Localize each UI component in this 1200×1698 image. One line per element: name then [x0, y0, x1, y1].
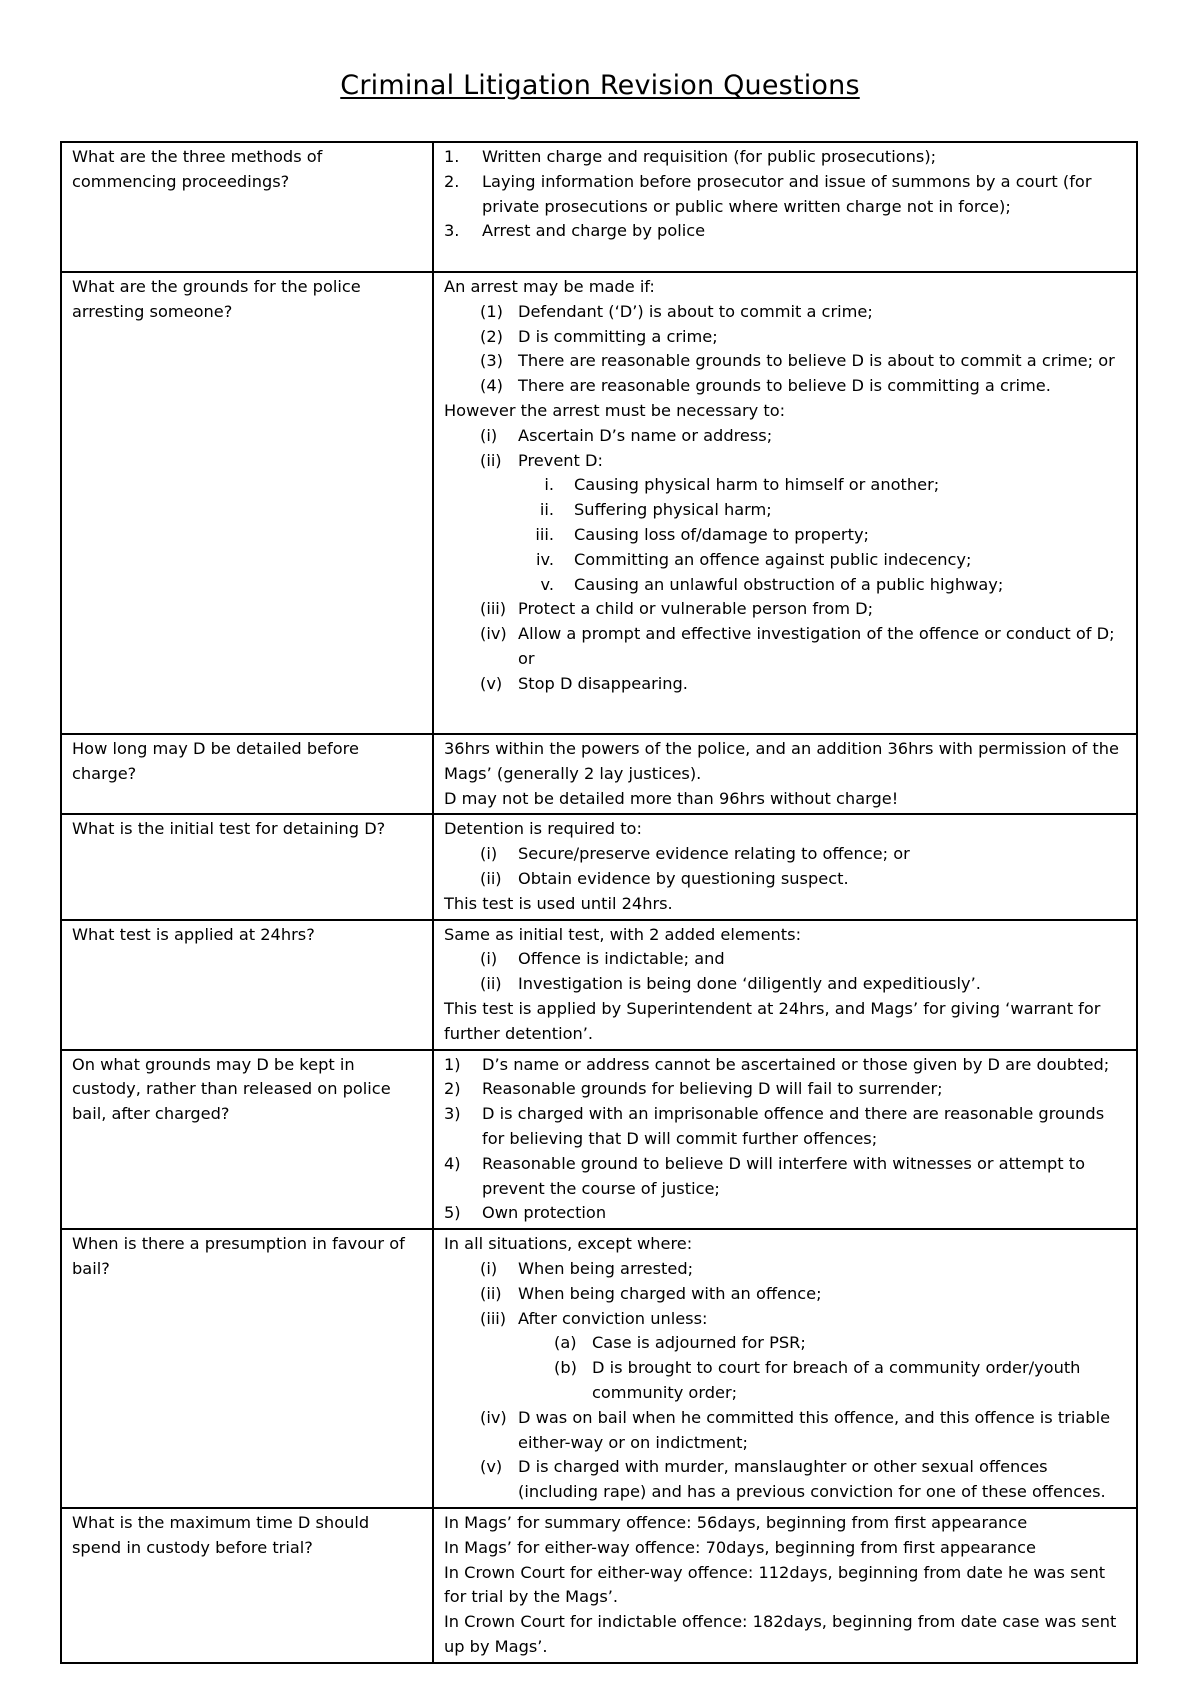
list-marker: (4) — [480, 376, 503, 396]
list-item — [444, 597, 1126, 622]
list-marker: ii. — [539, 500, 554, 520]
list-text: D is charged with murder, manslaughter or other sexual offences (including rape) and has a previous conviction for one of these offences. — [518, 1457, 1106, 1502]
answer-cell — [433, 1050, 1137, 1230]
list-text: Arrest and charge by police — [482, 221, 706, 241]
list-text: Written charge and requisition (for public prosecutions); — [482, 147, 937, 166]
table-row — [61, 142, 1137, 272]
list-marker: (ii) — [480, 1283, 502, 1303]
list-text: D is brought to court for breach of a community order/youth community order; — [592, 1358, 1081, 1402]
list-marker: 5) — [444, 1203, 461, 1223]
list-marker: (i) — [480, 425, 498, 445]
list-text: When being arrested; — [518, 1258, 694, 1278]
list-marker: iv. — [536, 549, 554, 569]
answer-intro: Same as initial test, with 2 added elements: — [444, 924, 802, 944]
list-marker: (iv) — [480, 1407, 507, 1427]
list-marker: iii. — [535, 524, 554, 544]
question-cell: What are the three methods of commencing proceedings? — [61, 142, 433, 272]
question-cell: What is the maximum time D should spend in custody before trial? — [61, 1508, 433, 1663]
table-row — [61, 814, 1137, 919]
list-text: Stop D disappearing. — [518, 673, 688, 693]
list-text: D was on bail when he committed this offence, and this offence is triable either-way or on indictment; — [518, 1407, 1111, 1452]
table-row — [61, 1050, 1137, 1230]
page-title: Criminal Litigation Revision Questions — [340, 70, 860, 101]
answer-cell — [433, 272, 1137, 734]
question-cell: What is the initial test for detaining D? — [61, 814, 433, 919]
list-marker: (i) — [480, 949, 498, 969]
list-marker: (iv) — [480, 624, 507, 644]
answer-cell — [433, 1508, 1137, 1663]
answer-text: In Crown Court for indictable offence: 182days, beginning from date case was sent up by Mags’. — [444, 1612, 1117, 1656]
answer-cell — [433, 814, 1137, 919]
list-item — [444, 573, 1126, 598]
list-text: After conviction unless: — [518, 1308, 708, 1328]
list-item — [444, 672, 1126, 697]
answer-text: In Crown Court for either-way offence: 112days, beginning from date he was sent for trial by the Mags’. — [444, 1562, 1106, 1607]
question-cell: What are the grounds for the police arresting someone? — [61, 272, 433, 734]
list-marker: 1. — [444, 147, 460, 166]
list-text: D is charged with an imprisonable offence and there are reasonable grounds for believing that D will commit further offences; — [482, 1104, 1105, 1148]
list-item — [444, 622, 1126, 672]
list-text: Laying information before prosecutor and issue of summons by a court (for private prosecutions or public where written charge not in force); — [482, 171, 1092, 216]
table-row — [61, 734, 1137, 814]
list-text: Committing an offence against public indecency; — [574, 549, 972, 569]
list-text: D’s name or address cannot be ascertained or those given by D are doubted; — [482, 1054, 1110, 1074]
list-item — [444, 1356, 1126, 1406]
list-text: Causing loss of/damage to property; — [574, 524, 869, 544]
list-text: Reasonable ground to believe D will interfere with witnesses or attempt to prevent the course of justice; — [482, 1153, 1086, 1198]
list-item — [444, 1257, 1126, 1282]
list-text: Prevent D: — [518, 450, 603, 470]
answer-outro: This test is applied by Superintendent at 24hrs, and Mags’ for giving ‘warrant for further detention’. — [444, 998, 1101, 1043]
list-text: When being charged with an offence; — [518, 1283, 822, 1303]
list-item — [444, 349, 1126, 374]
answer-text: In Mags’ for summary offence: 56days, beginning from first appearance — [444, 1512, 1028, 1532]
list-marker: 2. — [444, 171, 460, 191]
table-row — [61, 920, 1137, 1050]
list-marker: (2) — [480, 326, 503, 346]
table-row — [61, 1508, 1137, 1663]
answer-cell — [433, 734, 1137, 814]
list-item — [444, 1282, 1126, 1307]
list-item — [444, 498, 1126, 523]
list-marker: (b) — [554, 1358, 577, 1378]
answer-intro: In all situations, except where: — [444, 1234, 693, 1254]
question-cell: When is there a presumption in favour of bail? — [61, 1229, 433, 1508]
list-marker: 2) — [444, 1079, 461, 1099]
list-marker: (ii) — [480, 974, 502, 994]
answer-outro: This test is used until 24hrs. — [444, 893, 673, 913]
list-item — [444, 374, 1126, 399]
list-item — [444, 1201, 1126, 1226]
list-text: Allow a prompt and effective investigation of the offence or conduct of D; or — [518, 624, 1115, 668]
answer-subintro: However the arrest must be necessary to: — [444, 400, 786, 420]
list-marker: (v) — [480, 1457, 503, 1477]
list-item — [444, 449, 1126, 474]
list-item — [444, 1053, 1126, 1078]
list-text: Offence is indictable; and — [518, 949, 725, 969]
list-text: Obtain evidence by questioning suspect. — [518, 868, 849, 888]
list-item — [444, 424, 1126, 449]
list-item — [444, 947, 1126, 972]
list-text: There are reasonable grounds to believe D is about to commit a crime; or — [518, 351, 1115, 371]
answer-intro: Detention is required to: — [444, 819, 642, 839]
list-text: There are reasonable grounds to believe D is committing a crime. — [518, 376, 1051, 396]
list-item — [444, 972, 1126, 997]
list-marker: (ii) — [480, 868, 502, 888]
list-marker: (3) — [480, 351, 503, 371]
answer-intro: An arrest may be made if: — [444, 277, 655, 296]
list-marker: 4) — [444, 1153, 461, 1173]
list-item — [444, 1331, 1126, 1356]
list-item — [444, 1455, 1126, 1505]
list-marker: (i) — [480, 1258, 498, 1278]
list-item — [444, 145, 1126, 170]
list-marker: i. — [544, 475, 554, 495]
list-text: Causing physical harm to himself or another; — [574, 475, 940, 495]
list-text: Secure/preserve evidence relating to offence; or — [518, 844, 910, 864]
list-text: D is committing a crime; — [518, 326, 718, 346]
list-text: Causing an unlawful obstruction of a public highway; — [574, 574, 1004, 594]
question-cell: What test is applied at 24hrs? — [61, 920, 433, 1050]
list-item — [444, 473, 1126, 498]
list-text: Own protection — [482, 1203, 607, 1223]
list-marker: (iii) — [480, 1308, 507, 1328]
answer-text: D may not be detailed more than 96hrs without charge! — [444, 788, 899, 808]
table-row — [61, 272, 1137, 734]
question-cell: How long may D be detailed before charge? — [61, 734, 433, 814]
list-item — [444, 170, 1126, 220]
list-marker: (i) — [480, 844, 498, 864]
list-marker: (1) — [480, 301, 503, 321]
list-marker: 1) — [444, 1054, 461, 1074]
list-item — [444, 1307, 1126, 1332]
list-text: Investigation is being done ‘diligently and expeditiously’. — [518, 974, 981, 994]
list-text: Suffering physical harm; — [574, 500, 772, 520]
list-marker: (v) — [480, 673, 503, 693]
list-item — [444, 523, 1126, 548]
list-marker: (ii) — [480, 450, 502, 470]
question-cell: On what grounds may D be kept in custody, rather than released on police bail, after charged? — [61, 1050, 433, 1230]
list-item — [444, 300, 1126, 325]
list-marker: 3) — [444, 1104, 461, 1124]
answer-cell — [433, 1229, 1137, 1508]
revision-table — [60, 141, 1138, 1664]
list-marker: 3. — [444, 221, 460, 241]
list-item — [444, 548, 1126, 573]
list-item — [444, 219, 1126, 244]
answer-cell — [433, 142, 1137, 272]
list-item — [444, 867, 1126, 892]
list-text: Defendant (‘D’) is about to commit a crime; — [518, 301, 873, 321]
list-item — [444, 1102, 1126, 1152]
list-marker: (a) — [554, 1333, 577, 1353]
list-text: Case is adjourned for PSR; — [592, 1333, 806, 1353]
list-marker: (iii) — [480, 599, 507, 619]
answer-text: 36hrs within the powers of the police, and an addition 36hrs with permission of the Mags’ (generally 2 lay justices). — [444, 739, 1119, 783]
list-text: Ascertain D’s name or address; — [518, 425, 773, 445]
list-text: Reasonable grounds for believing D will fail to surrender; — [482, 1079, 943, 1099]
list-item — [444, 1406, 1126, 1456]
list-item — [444, 1077, 1126, 1102]
list-item — [444, 1152, 1126, 1202]
list-text: Protect a child or vulnerable person from D; — [518, 599, 874, 619]
answer-cell — [433, 920, 1137, 1050]
list-item — [444, 842, 1126, 867]
list-marker: v. — [540, 574, 554, 594]
table-row — [61, 1229, 1137, 1508]
list-item — [444, 325, 1126, 350]
answer-text: In Mags’ for either-way offence: 70days, beginning from first appearance — [444, 1537, 1037, 1557]
